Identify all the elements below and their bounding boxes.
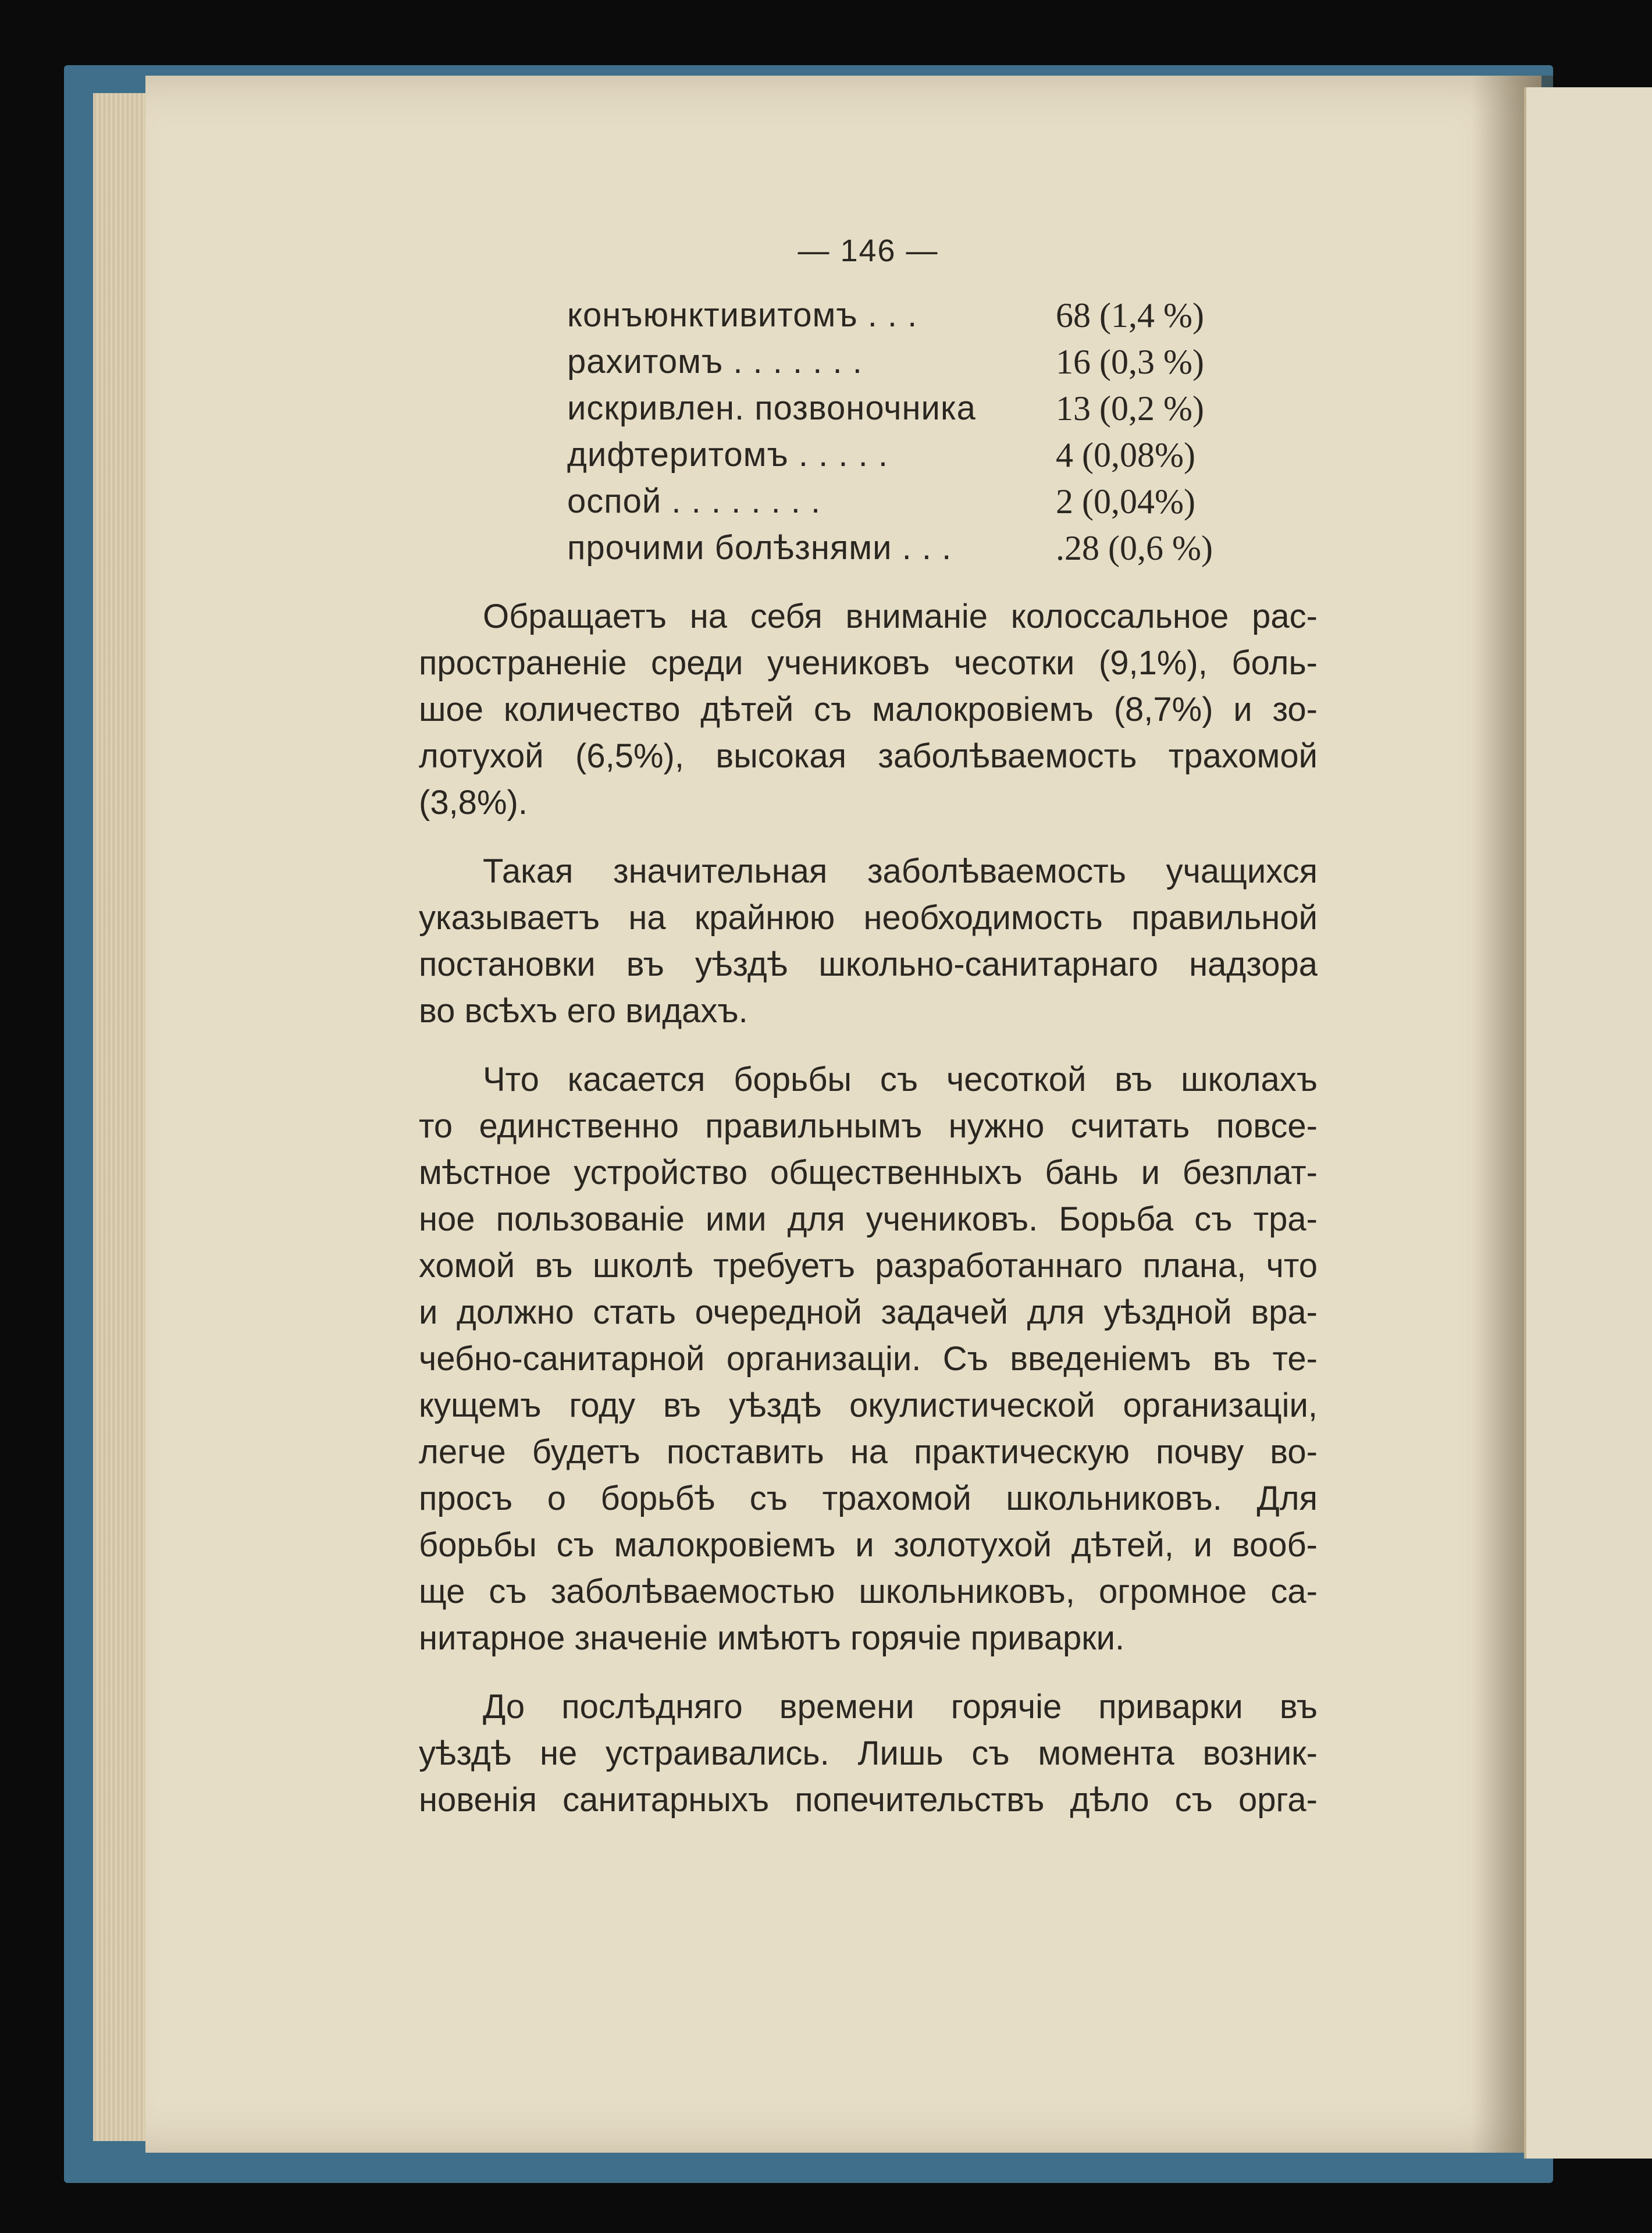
text-line: постановки въ уѣздѣ школьно-санитарнаго надзора (419, 945, 1318, 983)
list-item (567, 292, 1230, 339)
list-item-value: 2 (0,04%) (1056, 482, 1195, 521)
text-line: нитарное значеніе имѣютъ горячіе приварки. (419, 1619, 1125, 1657)
text-line: лотухой (6,5%), высокая заболѣваемость трахомой (419, 737, 1318, 775)
paragraph-prevalence (419, 593, 1318, 826)
list-item-value: 13 (0,2 %) (1056, 389, 1204, 428)
text-line: Такая значительная заболѣваемость учащихся (483, 852, 1318, 890)
paragraph-measures (419, 1057, 1318, 1662)
text-line: ще съ заболѣваемостью школьниковъ, огромное са- (419, 1573, 1318, 1610)
facing-page (1524, 87, 1652, 2159)
list-item-value: .28 (0,6 %) (1056, 529, 1213, 567)
text-line: (3,8%). (419, 784, 528, 822)
paragraph-hot-meals (419, 1684, 1318, 1823)
text-line: До послѣдняго времени горячіе приварки въ (483, 1688, 1318, 1726)
text-line: кущемъ году въ уѣздѣ окулистической организаціи, (419, 1386, 1318, 1424)
list-item-label: искривлен. позвоночника (567, 389, 976, 427)
list-item (567, 432, 1230, 478)
text-line: борьбы съ малокровіемъ и золотухой дѣтей, и вооб- (419, 1526, 1318, 1564)
list-item (567, 385, 1230, 432)
list-item-value: 16 (0,3 %) (1056, 343, 1204, 381)
text-line: ное пользованіе ими для учениковъ. Борьба съ тра- (419, 1200, 1318, 1238)
list-item-value: 4 (0,08%) (1056, 436, 1195, 474)
text-line: указываетъ на крайнюю необходимость правильной (419, 899, 1318, 937)
text-line: Что касается борьбы съ чесоткой въ школахъ (483, 1061, 1318, 1098)
list-item-label: прочими болѣзнями . . . (567, 529, 952, 567)
list-item (567, 525, 1230, 571)
text-line: и должно стать очередной задачей для уѣздной вра- (419, 1293, 1318, 1331)
list-item-label: дифтеритомъ . . . . . (567, 436, 888, 474)
list-item (567, 339, 1230, 385)
text-line: чебно-санитарной организаціи. Съ введеніемъ въ те- (419, 1340, 1318, 1378)
page-content (419, 233, 1318, 1823)
text-line: во всѣхъ его видахъ. (419, 992, 748, 1030)
list-item-label: оспой . . . . . . . . (567, 482, 821, 520)
page-number: — 146 — (797, 233, 939, 268)
list-item-value: 68 (1,4 %) (1056, 296, 1204, 335)
text-line: мѣстное устройство общественныхъ бань и безплат- (419, 1154, 1318, 1192)
text-line: Обращаетъ на себя вниманіе колоссальное рас- (483, 598, 1318, 635)
list-item-label: рахитомъ . . . . . . . (567, 343, 863, 381)
text-line: новенія санитарныхъ попечительствъ дѣло съ орга- (419, 1781, 1318, 1819)
text-line: пространеніе среди учениковъ чесотки (9,1%), боль- (419, 644, 1318, 682)
text-line: то единственно правильнымъ нужно считать повсе- (419, 1107, 1318, 1145)
list-item-label: конъюнктивитомъ . . . (567, 296, 918, 334)
list-item (567, 478, 1230, 525)
text-line: легче будетъ поставить на практическую почву во- (419, 1433, 1318, 1471)
text-line: уѣздѣ не устраивались. Лишь съ момента возник- (419, 1734, 1318, 1772)
text-line: просъ о борьбѣ съ трахомой школьниковъ. Для (419, 1480, 1318, 1517)
paragraph-supervision (419, 848, 1318, 1034)
text-line: хомой въ школѣ требуетъ разработаннаго плана, что (419, 1247, 1318, 1285)
text-line: шое количество дѣтей съ малокровіемъ (8,7%) и зо- (419, 691, 1318, 728)
disease-list (567, 292, 1230, 571)
